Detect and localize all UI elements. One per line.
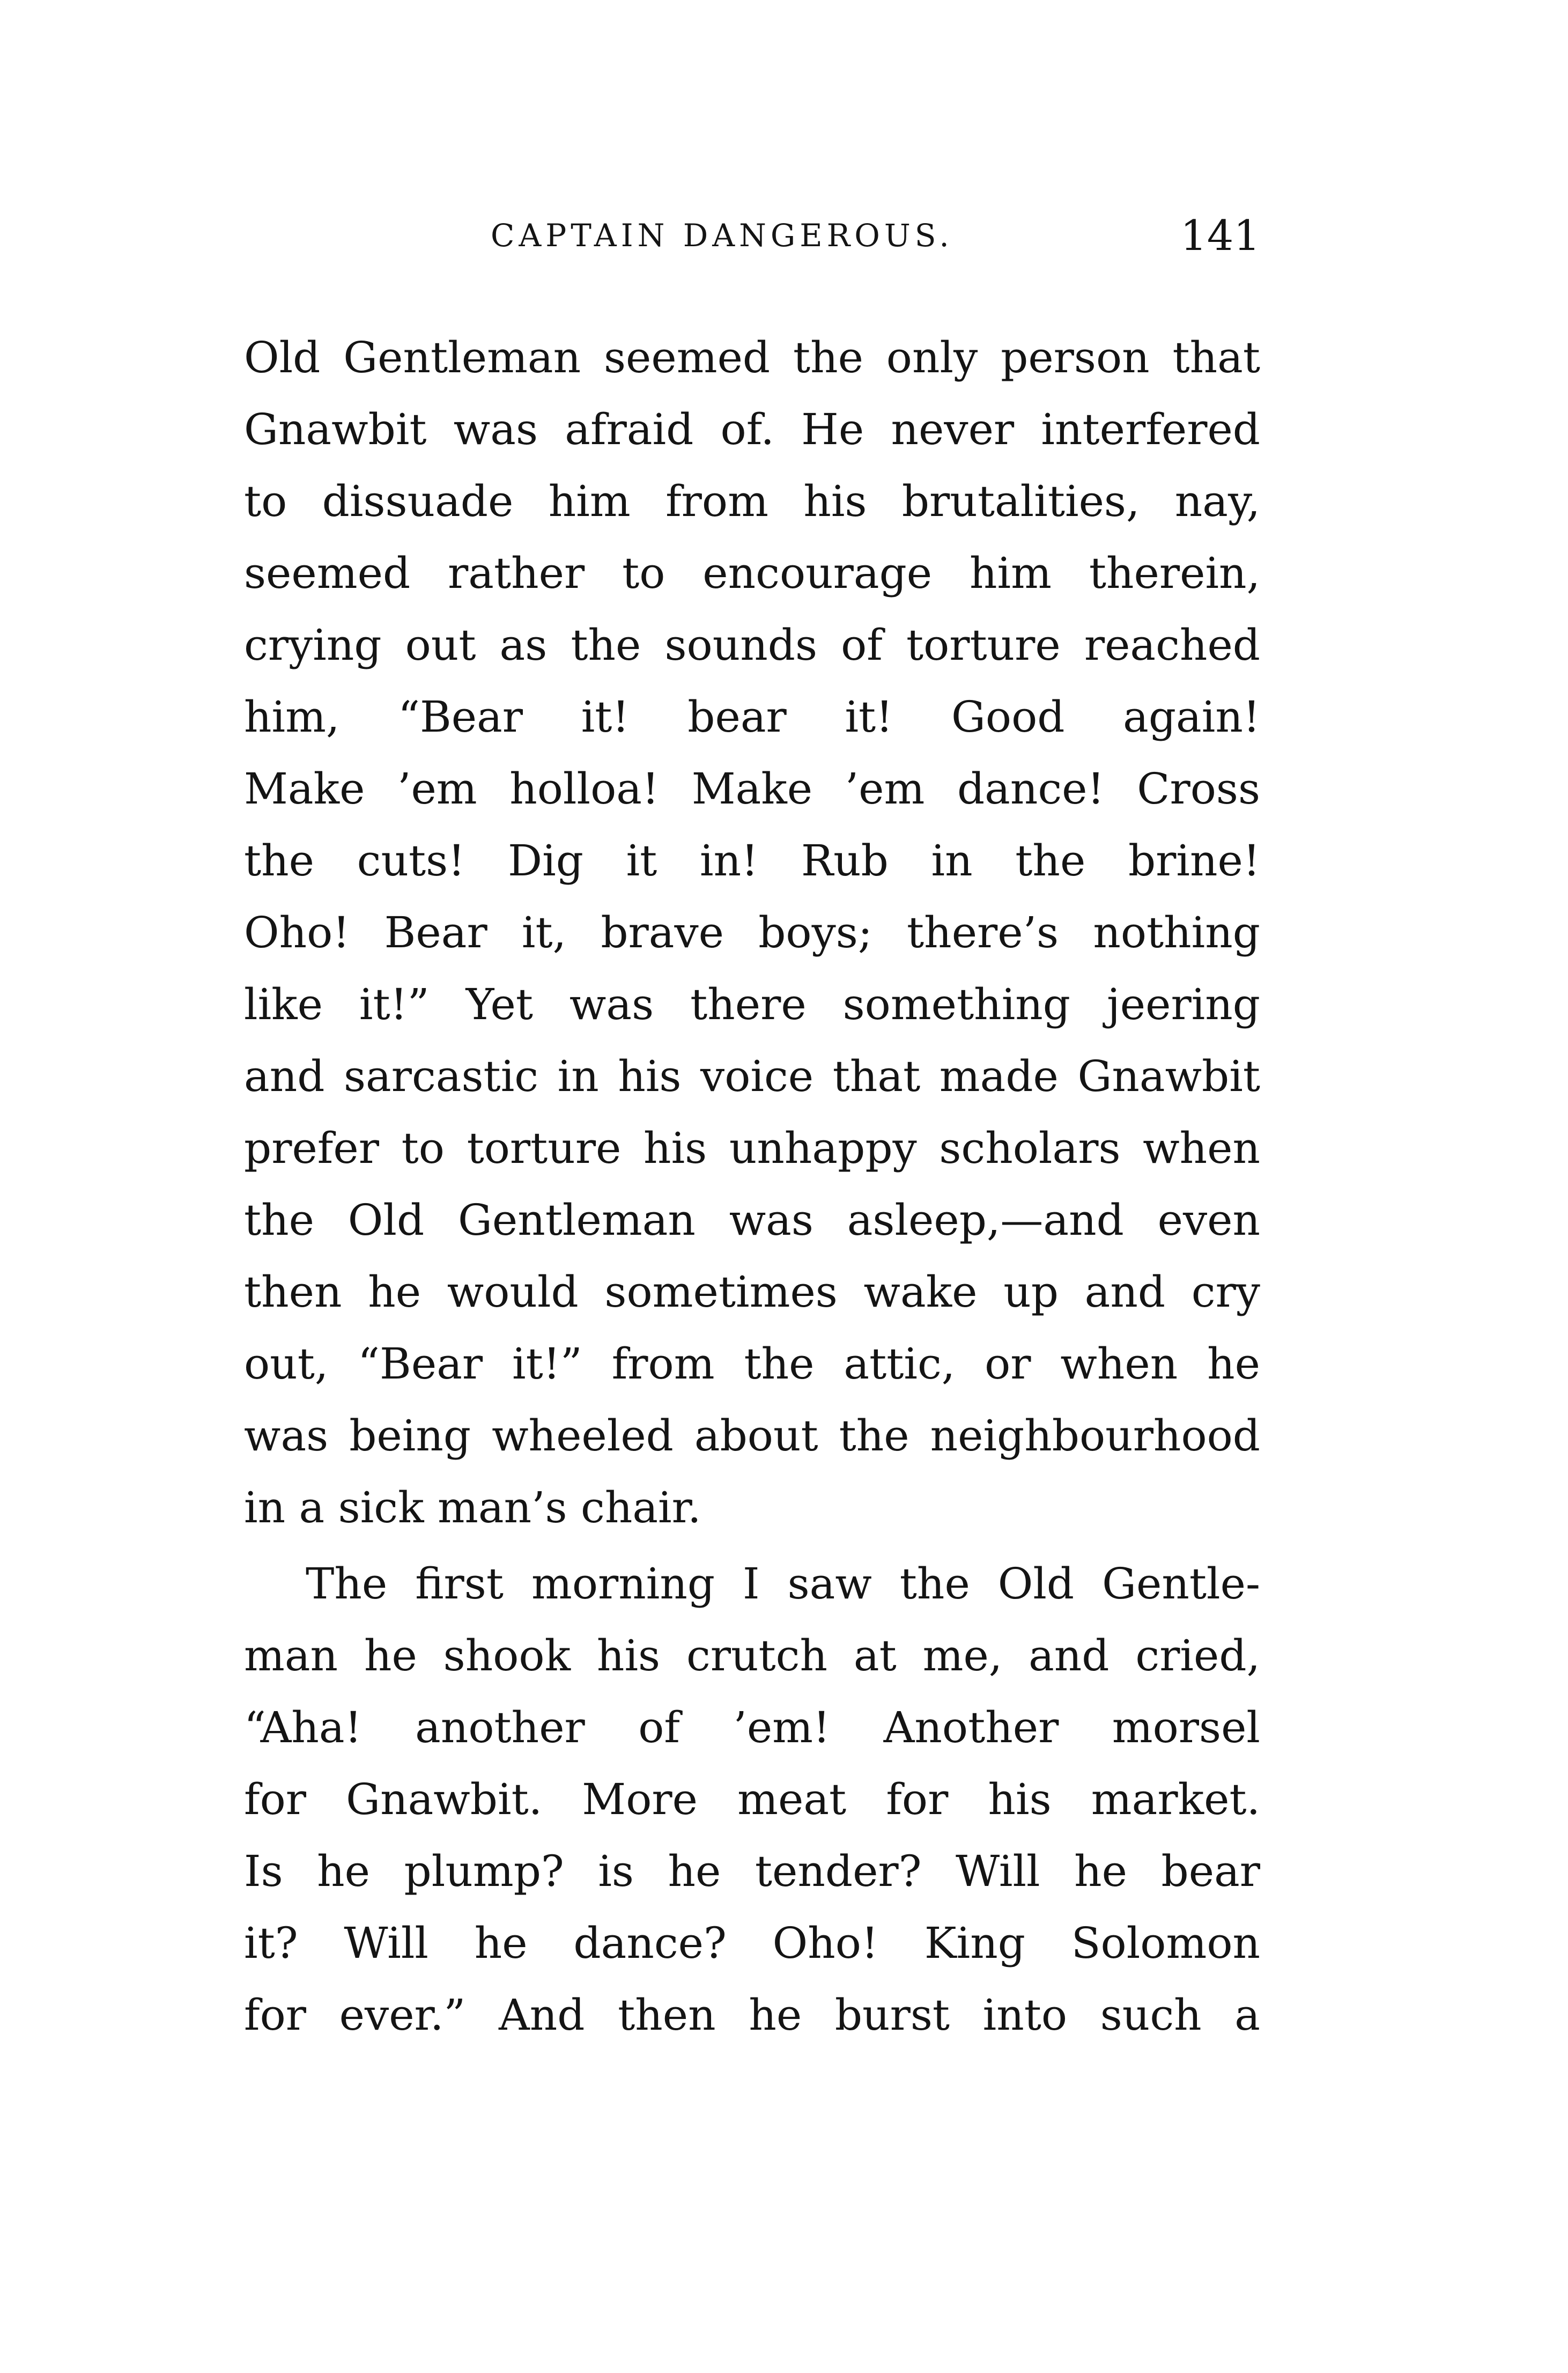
running-head: CAPTAIN DANGEROUS. <box>491 217 953 254</box>
text-line: the Old Gentleman was asleep,—and even <box>244 1195 1260 1245</box>
text-line: prefer to torture his unhappy scholars when <box>244 1123 1260 1173</box>
text-line: Make ’em holloa! Make ’em dance! Cross <box>244 764 1260 814</box>
text-line: in a sick man’s chair. <box>244 1483 701 1532</box>
page-number: 141 <box>1180 212 1260 260</box>
text-line: it? Will he dance? Oho! King Solomon <box>244 1918 1260 1968</box>
text-line: Is he plump? is he tender? Will he bear <box>244 1846 1260 1896</box>
text-line: for Gnawbit. More meat for his market. <box>244 1774 1260 1824</box>
text-line: was being wheeled about the neighbourhood <box>244 1411 1260 1461</box>
page-header <box>244 212 1260 271</box>
paragraph-gap <box>244 1544 1260 1548</box>
text-line: like it!” Yet was there something jeering <box>244 979 1260 1029</box>
text-line: him, “Bear it! bear it! Good again! <box>244 692 1260 742</box>
text-line: and sarcastic in his voice that made Gnawbit <box>244 1051 1260 1101</box>
text-line: for ever.” And then he burst into such a <box>244 1990 1260 2040</box>
text-line: The first morning I saw the Old Gentle- <box>306 1559 1260 1609</box>
text-line: crying out as the sounds of torture reached <box>244 620 1260 670</box>
text-line: out, “Bear it!” from the attic, or when he <box>244 1339 1260 1389</box>
text-line: Gnawbit was afraid of. He never interfered <box>244 404 1260 454</box>
text-line: Oho! Bear it, brave boys; there’s nothing <box>244 908 1260 957</box>
body-text <box>244 322 1260 2051</box>
text-line: then he would sometimes wake up and cry <box>244 1267 1260 1317</box>
text-line: the cuts! Dig it in! Rub in the brine! <box>244 836 1260 886</box>
text-line: Old Gentleman seemed the only person that <box>244 333 1260 382</box>
text-line: seemed rather to encourage him therein, <box>244 548 1260 598</box>
text-line: “Aha! another of ’em! Another morsel <box>244 1703 1260 1752</box>
text-line: man he shook his crutch at me, and cried, <box>244 1631 1260 1681</box>
text-line: to dissuade him from his brutalities, nay, <box>244 476 1260 526</box>
